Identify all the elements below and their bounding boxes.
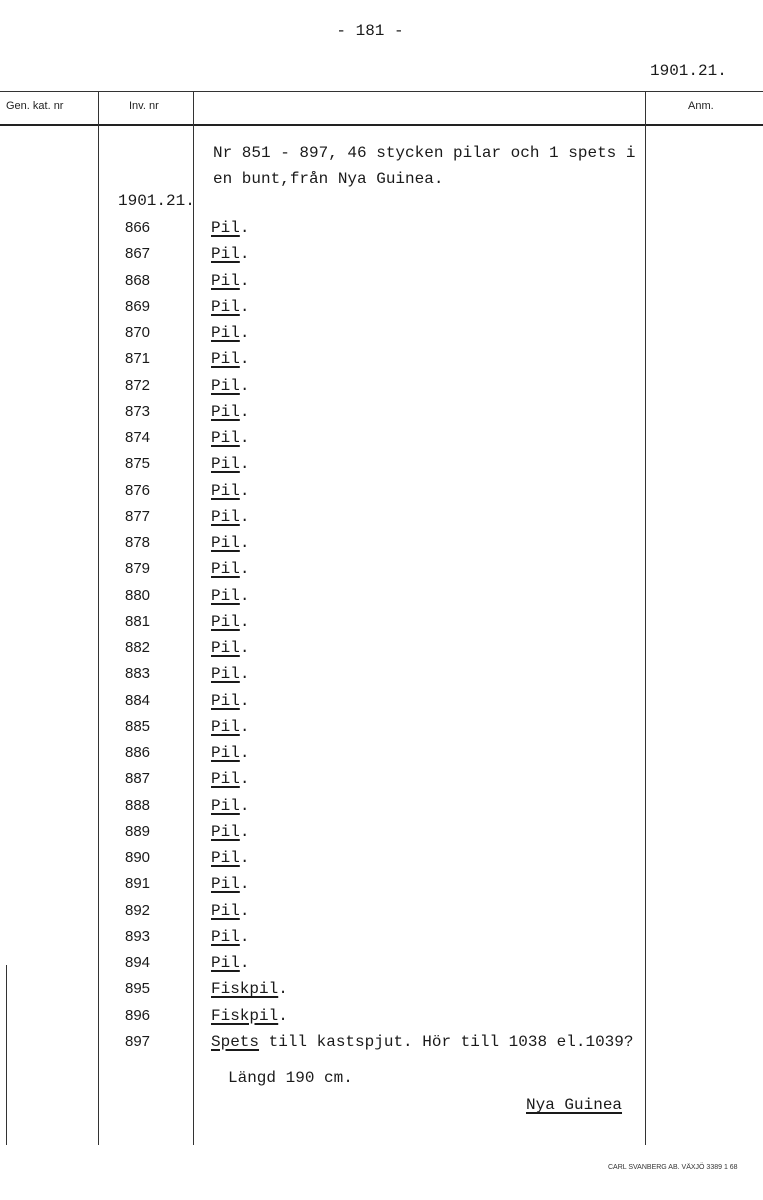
- item-description: [211, 954, 249, 972]
- item-description: [211, 823, 249, 841]
- inv-number: 892: [125, 901, 151, 919]
- item-name: Pil: [211, 481, 240, 500]
- inv-number: 874: [125, 429, 151, 446]
- item-detail: .: [239, 429, 250, 447]
- length-note: Längd 190 cm.: [228, 1069, 353, 1087]
- item-name: Pil: [211, 219, 240, 237]
- item-name: Pil: [211, 612, 240, 631]
- catalog-row: [0, 954, 700, 980]
- region-note: Nya Guinea: [526, 1096, 623, 1114]
- item-name: Spets: [211, 1032, 260, 1051]
- item-name: Pil: [211, 901, 240, 920]
- catalog-row: [0, 350, 700, 376]
- inv-number: 887: [125, 770, 151, 788]
- item-description: [211, 482, 249, 500]
- item-detail: .: [239, 586, 250, 605]
- intro-line-1: Nr 851 - 897, 46 stycken pilar och 1 spets i: [213, 144, 636, 162]
- inv-number: 881: [125, 612, 151, 630]
- catalog-row: [0, 1033, 700, 1059]
- item-name: Pil: [211, 796, 240, 815]
- item-detail: .: [239, 691, 250, 710]
- item-description: [211, 902, 249, 920]
- catalog-row: [0, 692, 700, 718]
- catalog-row: [0, 902, 700, 928]
- inv-number: 872: [125, 376, 151, 394]
- item-name: Pil: [211, 402, 240, 421]
- item-detail: .: [239, 744, 250, 762]
- item-description: [211, 403, 249, 421]
- inv-number: 890: [125, 849, 151, 866]
- item-description: [211, 980, 288, 998]
- catalog-row: [0, 272, 700, 298]
- item-detail: .: [278, 980, 288, 999]
- item-detail: .: [239, 402, 250, 421]
- item-detail: till kastspjut. Hör till 1038 el.1039?: [259, 1032, 634, 1051]
- catalog-row: [0, 377, 700, 403]
- item-description: [211, 797, 249, 815]
- item-description: [211, 219, 249, 237]
- item-description: [211, 692, 249, 710]
- inv-number: 895: [125, 980, 151, 998]
- item-detail: .: [239, 901, 250, 920]
- item-description: [211, 1007, 288, 1025]
- catalog-row: [0, 482, 700, 508]
- inv-number: 886: [125, 744, 151, 761]
- item-detail: .: [239, 796, 250, 815]
- item-name: Pil: [211, 744, 240, 762]
- item-description: [211, 849, 249, 867]
- inv-number: 888: [125, 796, 151, 814]
- catalog-row: [0, 980, 700, 1006]
- item-name: Pil: [211, 245, 240, 264]
- inv-number: 869: [125, 297, 151, 315]
- item-description: [211, 455, 249, 473]
- column-header-anm: Anm.: [688, 100, 714, 112]
- item-detail: .: [239, 770, 250, 789]
- item-description: [211, 272, 249, 290]
- inv-number: 866: [125, 219, 151, 236]
- item-name: Pil: [211, 927, 240, 946]
- item-detail: .: [239, 507, 250, 526]
- item-description: [211, 587, 249, 605]
- item-description: [211, 1033, 633, 1051]
- inv-number: 871: [125, 350, 151, 368]
- column-header-gen-kat-nr: Gen. kat. nr: [6, 100, 64, 112]
- inv-number: 885: [125, 717, 151, 735]
- item-detail: .: [239, 927, 250, 946]
- item-name: Pil: [211, 717, 240, 736]
- inv-number: 875: [125, 455, 151, 473]
- catalog-row: [0, 219, 700, 245]
- item-detail: .: [239, 350, 250, 369]
- inv-number: 882: [125, 639, 151, 656]
- item-detail: .: [239, 560, 250, 579]
- item-name: Pil: [211, 560, 240, 579]
- item-detail: .: [239, 376, 250, 395]
- inv-number: 878: [125, 534, 151, 551]
- inv-number: 877: [125, 507, 151, 525]
- printer-imprint: CARL SVANBERG AB. VÄXJÖ 3389 1 68: [608, 1164, 738, 1171]
- inv-number: 883: [125, 665, 151, 683]
- column-header-inv-nr: Inv. nr: [129, 100, 159, 112]
- item-detail: .: [239, 481, 250, 500]
- item-detail: .: [239, 219, 250, 237]
- item-detail: .: [239, 639, 250, 657]
- item-detail: .: [239, 665, 250, 684]
- catalog-row: [0, 429, 700, 455]
- catalog-row: [0, 770, 700, 796]
- inv-number: 884: [125, 691, 151, 709]
- catalog-row: [0, 613, 700, 639]
- header-rule: [0, 91, 763, 92]
- inv-number: 889: [125, 822, 151, 840]
- catalog-row: [0, 665, 700, 691]
- inv-number: 894: [125, 954, 151, 971]
- item-detail: .: [239, 612, 250, 631]
- catalog-row: [0, 560, 700, 586]
- catalog-row: [0, 508, 700, 534]
- catalog-row: [0, 718, 700, 744]
- item-detail: .: [239, 954, 250, 972]
- item-name: Pil: [211, 586, 240, 605]
- item-name: Pil: [211, 534, 240, 552]
- item-description: [211, 560, 249, 578]
- catalog-row: [0, 875, 700, 901]
- intro-line-2: en bunt,från Nya Guinea.: [213, 170, 444, 188]
- inv-number: 868: [125, 271, 151, 289]
- catalog-row: [0, 928, 700, 954]
- catalog-row: [0, 639, 700, 665]
- item-name: Fiskpil: [211, 1006, 279, 1025]
- item-detail: .: [239, 324, 250, 342]
- catalog-row: [0, 324, 700, 350]
- item-description: [211, 508, 249, 526]
- catalog-row: [0, 797, 700, 823]
- item-name: Pil: [211, 271, 240, 290]
- inv-number: 867: [125, 245, 151, 263]
- item-name: Pil: [211, 691, 240, 710]
- item-description: [211, 429, 249, 447]
- item-detail: .: [239, 271, 250, 290]
- item-name: Pil: [211, 954, 240, 972]
- inv-number: 897: [125, 1032, 151, 1050]
- inv-number: 880: [125, 586, 151, 604]
- item-description: [211, 377, 249, 395]
- catalog-row: [0, 455, 700, 481]
- item-name: Pil: [211, 639, 240, 657]
- item-description: [211, 770, 249, 788]
- item-description: [211, 298, 249, 316]
- catalog-row: [0, 534, 700, 560]
- item-name: Pil: [211, 429, 240, 447]
- item-description: [211, 613, 249, 631]
- item-name: Pil: [211, 665, 240, 684]
- item-description: [211, 324, 249, 342]
- item-description: [211, 350, 249, 368]
- item-description: [211, 875, 249, 893]
- item-name: Pil: [211, 849, 240, 867]
- item-detail: .: [239, 875, 250, 894]
- inv-number: 896: [125, 1006, 151, 1024]
- item-description: [211, 665, 249, 683]
- item-description: [211, 245, 249, 263]
- item-description: [211, 639, 249, 657]
- item-name: Pil: [211, 324, 240, 342]
- inv-number: 873: [125, 402, 151, 420]
- item-description: [211, 534, 249, 552]
- item-name: Pil: [211, 770, 240, 789]
- item-name: Pil: [211, 350, 240, 369]
- inv-number: 879: [125, 560, 151, 578]
- item-name: Pil: [211, 455, 240, 474]
- item-name: Pil: [211, 822, 240, 841]
- catalog-row: [0, 587, 700, 613]
- header-bottom-rule: [0, 124, 763, 126]
- item-detail: .: [239, 822, 250, 841]
- catalog-row: [0, 744, 700, 770]
- inv-number: 876: [125, 481, 151, 499]
- item-name: Pil: [211, 875, 240, 894]
- inv-number: 891: [125, 875, 151, 893]
- top-reference: 1901.21.: [650, 62, 727, 80]
- inv-number: 893: [125, 927, 151, 945]
- item-description: [211, 718, 249, 736]
- catalog-row: [0, 298, 700, 324]
- item-description: [211, 928, 249, 946]
- item-detail: .: [239, 717, 250, 736]
- item-detail: .: [239, 455, 250, 474]
- item-detail: .: [278, 1006, 288, 1025]
- item-detail: .: [239, 534, 250, 552]
- item-description: [211, 744, 249, 762]
- catalog-row: [0, 245, 700, 271]
- item-name: Pil: [211, 376, 240, 395]
- item-detail: .: [239, 297, 250, 316]
- catalog-row: [0, 1007, 700, 1033]
- item-detail: .: [239, 245, 250, 264]
- item-name: Pil: [211, 297, 240, 316]
- catalog-row: [0, 403, 700, 429]
- catalog-row: [0, 823, 700, 849]
- page-number: - 181 -: [336, 22, 404, 40]
- item-detail: .: [239, 849, 250, 867]
- catalog-row: [0, 849, 700, 875]
- item-name: Pil: [211, 507, 240, 526]
- inv-number-header: 1901.21.: [118, 192, 195, 210]
- item-name: Fiskpil: [211, 980, 279, 999]
- inv-number: 870: [125, 324, 151, 341]
